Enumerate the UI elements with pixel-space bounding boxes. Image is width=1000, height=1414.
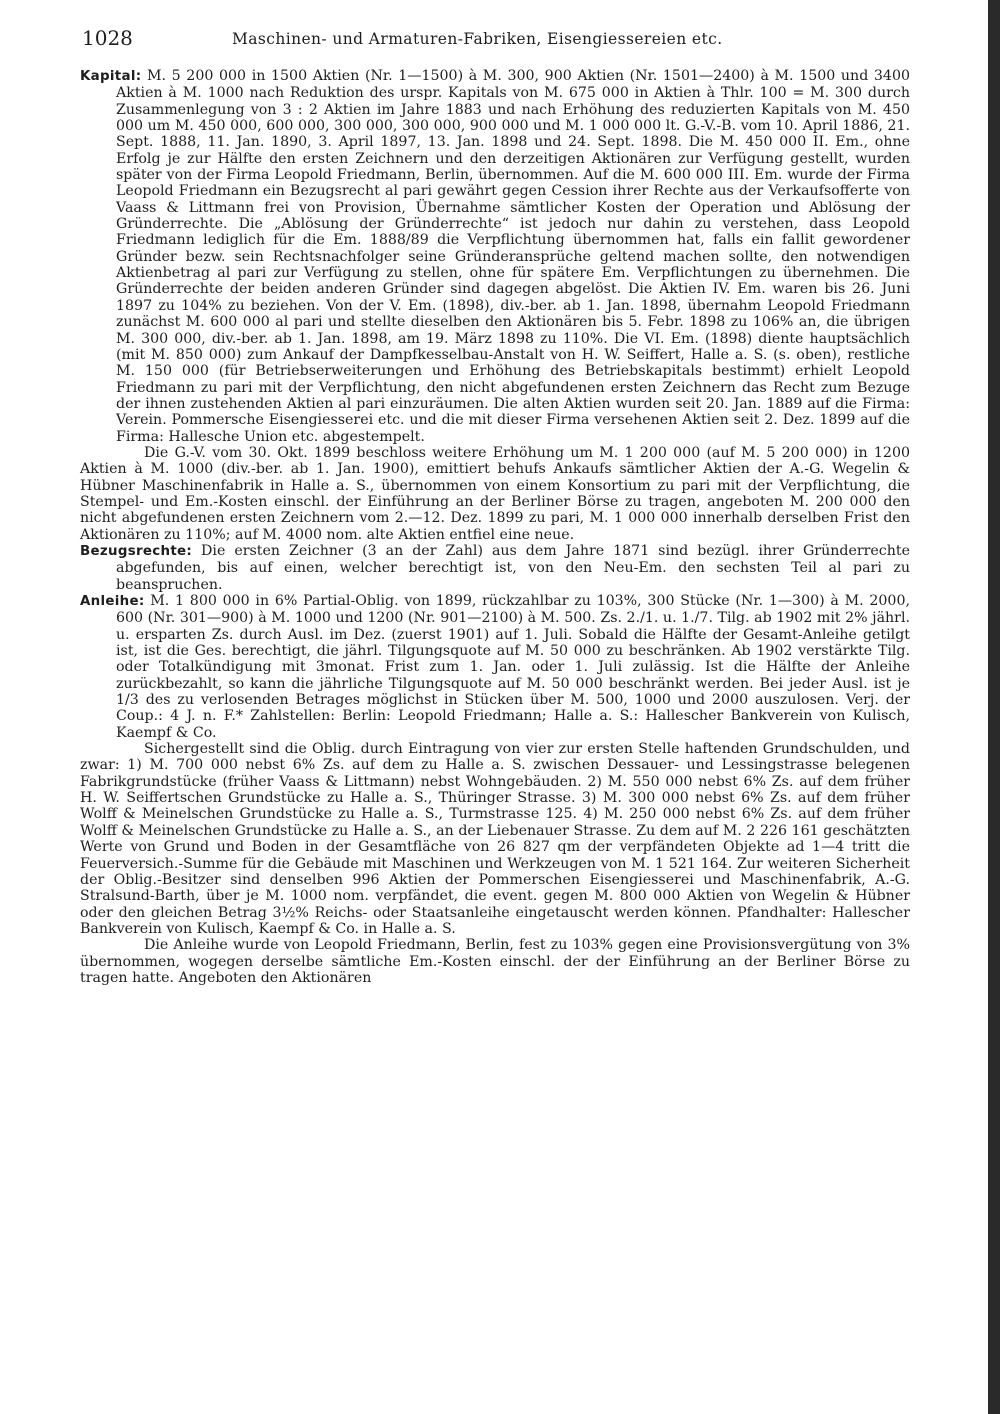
anleihe-label: Anleihe: bbox=[80, 594, 145, 609]
kapital-paragraph-2: Die G.-V. vom 30. Okt. 1899 beschloss weitere Erhöhung um M. 1 200 000 (auf M. 5 200 000) in 1200 Aktien à M. 1000 (div.-ber. ab 1. Jan. 1900), emittiert behufs Ankaufs sämtlicher Aktien der A.-G. Wegelin & Hübner Maschinenfabrik in Halle a. S., übernommen von einem Konsortium zu pari mit der Verpflichtung, die Stempel- und Em.-Kosten einschl. der Einführung an der Berliner Börse zu tragen, angeboten M. 200 000 den nicht abgefundenen ersten Zeichnern vom 2.—12. Dez. 1899 zu pari, M. 1 000 000 innerhalb derselben Frist den Aktionären zu 110%; auf M. 4000 nom. alte Aktien entfiel eine neue. bbox=[80, 444, 910, 543]
kapital-text: M. 5 200 000 in 1500 Aktien (Nr. 1—1500) à M. 300, 900 Aktien (Nr. 1501—2400) à M. 1500 und 3400 Aktien à M. 1000 nach Reduktion des urspr. Kapitals von M. 675 000 in Aktien à Thlr. 100 = M. 300 durch Zusammenlegung von 3 : 2 Aktien im Jahre 1883 und nach Erhöhung des reduzierten Kapitals von M. 450 000 um M. 450 000, 600 000, 300 000, 300 000, 900 000 und M. 1 000 000 lt. G.-V.-B. vom 10. April 1886, 21. Sept. 1888, 11. Jan. 1890, 3. April 1897, 13. Jan. 1898 und 24. Sept. 1898. Die M. 450 000 II. Em., ohne Erfolg je zur Hälfte den ersten Zeichnern und den derzeitigen Aktionären zur Verfügung gestellt, wurden später von der Firma Leopold Friedmann, Berlin, übernommen. Auf die M. 600 000 III. Em. wurde der Firma Leopold Friedmann ein Bezugsrecht al pari gewährt gegen Cession ihrer Rechte aus der Verkaufsofferte von Vaass & Littmann frei von Provision, Übernahme sämtlicher Kosten der Operation und Ablösung der Gründerrechte. Die „Ablösung der Gründerrechte“ ist jedoch nur dahin zu verstehen, dass Leopold Friedmann lediglich für die Em. 1888/89 die Verpflichtung übernommen hat, falls ein fallit gewordener Gründer bezw. sein Rechtsnachfolger seine Gründeransprüche geltend machen sollte, den notwendigen Aktienbetrag al pari zur Verfügung zu stellen, ohne für spätere Em. Verpflichtungen zu übernehmen. Die Gründerrechte der beiden anderen Gründer sind dagegen abgelöst. Die Aktien IV. Em. waren bis 26. Juni 1897 zu 104% zu beziehen. Von der V. Em. (1898), div.-ber. ab 1. Jan. 1898, übernahm Leopold Friedmann zunächst M. 600 000 al pari und stellte dieselben den Aktionären bis 5. Febr. 1898 zu 106% an, die übrigen M. 300 000, div.-ber. ab 1. Jan. 1898, am 19. März 1898 zu 110%. Die VI. Em. (1898) diente hauptsächlich (mit M. 850 000) zum Ankauf der Dampfkesselbau-Anstalt von H. W. Seiffert, Halle a. S. (s. oben), restliche M. 150 000 (für Betriebserweiterungen und Erhöhung des Betriebskapitals bestimmt) erhielt Leopold Friedmann zu pari mit der Verpflichtung, den nicht abgefundenen ersten Zeichnern das Recht zum Bezuge der ihnen zustehenden Aktien al pari einzuräumen. Die alten Aktien wurden seit 20. Jan. 1889 auf die Firma: Verein. Pommersche Eisengiesserei etc. und die mit dieser Firma versehenen Aktien seit 2. Dez. 1899 auf die Firma: Hallesche Union etc. abgestempelt. bbox=[116, 68, 910, 445]
bezugsrechte-label: Bezugsrechte: bbox=[80, 543, 193, 559]
anleihe-paragraph-3: Die Anleihe wurde von Leopold Friedmann, Berlin, fest zu 103% gegen eine Provisionsvergütung von 3% übernommen, wogegen derselbe sämtliche Em.-Kosten einschl. der der Einführung an der Berliner Börse zu tragen hatte. Angeboten den Aktionären bbox=[80, 937, 910, 986]
kapital-label: Kapital: bbox=[80, 69, 142, 84]
page-number: 1028 bbox=[82, 26, 133, 50]
kapital-paragraph bbox=[80, 68, 910, 445]
running-title: Maschinen- und Armaturen-Fabriken, Eisengiessereien etc. bbox=[232, 30, 723, 48]
anleihe-text: M. 1 800 000 in 6% Partial-Oblig. von 1899, rückzahlbar zu 103%, 300 Stücke (Nr. 1—300) à M. 2000, 600 (Nr. 301—900) à M. 1000 und 1200 (Nr. 901—2100) à M. 500. Zs. 2./1. u. 1./7. Tilg. ab 1902 mit 2% jährl. u. ersparten Zs. durch Ausl. im Dez. (zuerst 1901) auf 1. Juli. Sobald die Hälfte der Gesamt-Anleihe getilgt ist, ist die Ges. berechtigt, die jährl. Tilgungsquote auf M. 50 000 zu beschränken. Ab 1902 verstärkte Tilg. oder Totalkündigung mit 3monat. Frist zum 1. Jan. oder 1. Juli zulässig. Ist die Hälfte der Anleihe zurückbezahlt, so kann die jährliche Tilgungsquote auf M. 50 000 beschränkt werden. Bei jeder Ausl. ist je 1/3 des zu verlosenden Betrages möglichst in Stücken über M. 500, 1000 und 2000 auszulosen. Verj. der Coup.: 4 J. n. F.* Zahlstellen: Berlin: Leopold Friedmann; Halle a. S.: Hallescher Bankverein von Kulisch, Kaempf & Co. bbox=[116, 593, 910, 741]
bezugsrechte-text: Die ersten Zeichner (3 an der Zahl) aus dem Jahre 1871 sind bezügl. ihrer Gründerrechte abgefunden, bis auf einen, welcher berechtigt ist, von den Neu-Em. den sechsten Teil al pari zu beanspruchen. bbox=[116, 542, 910, 593]
anleihe-paragraph-2: Sichergestellt sind die Oblig. durch Eintragung von vier zur ersten Stelle haftenden Grundschulden, und zwar: 1) M. 700 000 nebst 6% Zs. auf dem zu Halle a. S. zwischen Dessauer- und Lessingstrasse belegenen Fabrikgrundstücke (früher Vaass & Littmann) nebst Wohngebäuden. 2) M. 550 000 nebst 6% Zs. auf dem früher H. W. Seiffertschen Grundstücke zu Halle a. S., Thüringer Strasse. 3) M. 300 000 nebst 6% Zs. auf dem früher Wolff & Meinelschen Grundstücke zu Halle a. S., Turmstrasse 125. 4) M. 250 000 nebst 6% Zs. auf dem früher Wolff & Meinelschen Grundstücke zu Halle a. S., an der Liebenauer Strasse. Zu dem auf M. 2 226 161 geschätzten Werte von Grund und Boden in der Gesamtfläche von 26 827 qm der verpfändeten Objekte ad 1—4 tritt die Feuerversich.-Summe für die Gebäude mit Maschinen und Werkzeugen von M. 1 521 164. Zur weiteren Sicherheit der Oblig.-Besitzer sind denselben 996 Aktien der Pommerschen Eisengiesserei und Maschinenfabrik, A.-G. Stralsund-Barth, über je M. 1000 nom. verpfändet, die event. gegen M. 800 000 Aktien von Wegelin & Hübner oder den gleichen Betrag 3½% Reichs- oder Staatsanleihe eingetauscht werden können. Pfandhalter: Hallescher Bankverein von Kulisch, Kaempf & Co. in Halle a. S. bbox=[80, 741, 910, 937]
page-header bbox=[82, 26, 902, 54]
body-text bbox=[80, 68, 910, 986]
bezugsrechte-paragraph bbox=[80, 543, 910, 593]
scan-border bbox=[988, 0, 1000, 1414]
anleihe-paragraph bbox=[80, 593, 910, 741]
